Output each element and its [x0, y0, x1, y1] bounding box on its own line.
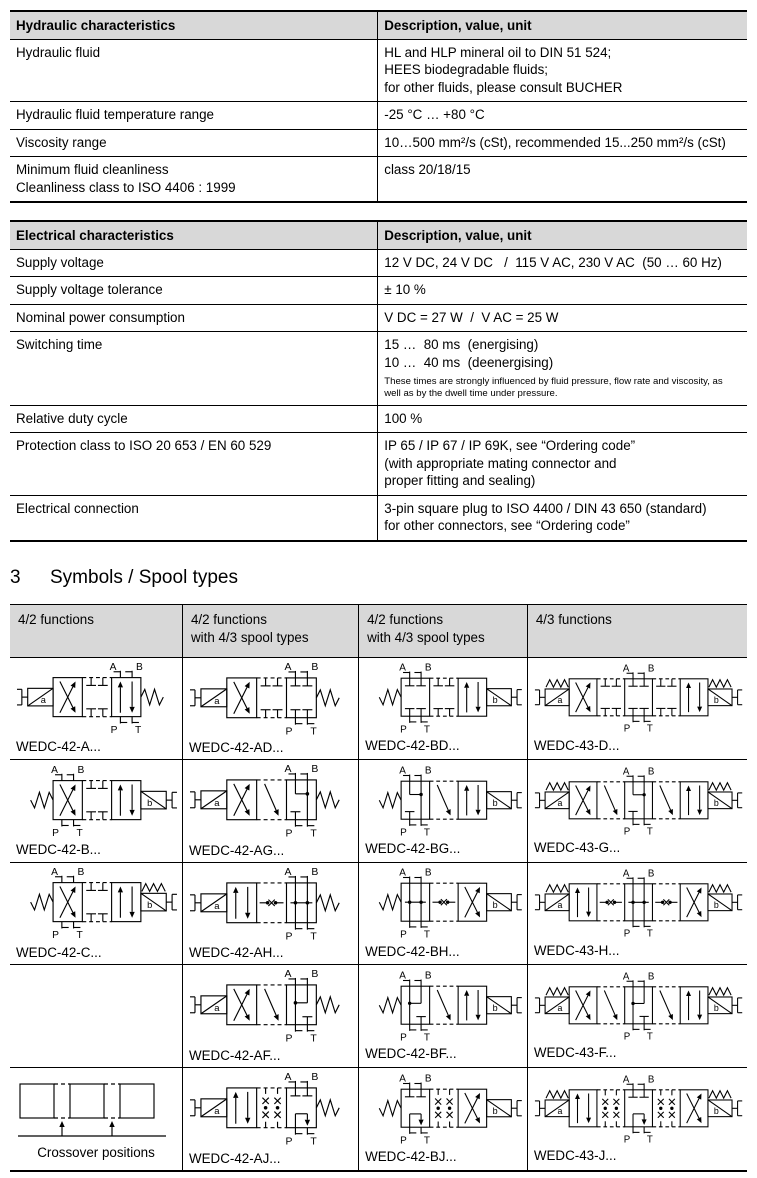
spec-row	[10, 102, 747, 129]
symbol-label: WEDC-42-BJ...	[365, 1148, 457, 1164]
svg-text:B: B	[424, 868, 432, 880]
symbol-label: WEDC-43-F...	[533, 1045, 617, 1061]
svg-text:B: B	[424, 765, 432, 777]
svg-text:P: P	[400, 1032, 407, 1044]
text-line: 10 … 40 ms (deenergising)	[384, 354, 554, 370]
svg-text:P: P	[623, 928, 631, 940]
symbol-label: WEDC-43-G...	[533, 840, 621, 856]
symbol-label: WEDC-42-AG...	[188, 842, 285, 858]
svg-text:B: B	[424, 1073, 432, 1085]
symbol-cell	[527, 1067, 747, 1170]
svg-text:b: b	[713, 900, 719, 911]
spec-value-cell	[378, 157, 747, 202]
symbol-label: WEDC-42-B...	[16, 842, 101, 858]
symbol-cell	[182, 657, 358, 760]
header-cell: Electrical characteristics	[10, 221, 378, 250]
spec-value-cell	[378, 129, 747, 156]
text-line: HL and HLP mineral oil to DIN 51 524;	[384, 45, 612, 60]
spec-name-cell	[10, 249, 378, 276]
symbol-label: WEDC-42-C...	[16, 944, 102, 960]
svg-text:P: P	[623, 1134, 631, 1145]
spec-value-cell	[378, 495, 747, 540]
text-line: Electrical connection	[16, 500, 139, 516]
spec-name-cell	[10, 495, 378, 540]
svg-text:A: A	[622, 1074, 630, 1085]
spec-value-cell	[378, 304, 747, 331]
valve-symbol	[189, 662, 354, 738]
svg-text:a: a	[557, 695, 563, 706]
spec-name-cell	[10, 129, 378, 156]
symbols-header-cell	[359, 604, 528, 657]
spec-name-cell	[10, 406, 378, 433]
crossover-cell	[10, 1067, 182, 1170]
valve-symbol	[365, 766, 523, 838]
section-number: 3	[10, 566, 21, 588]
footnote-text: These times are strongly influenced by fluid pressure, flow rate and viscosity, as well as by the dwell time under pressure.	[384, 376, 723, 400]
symbols-spool-types-section	[10, 604, 747, 1172]
svg-text:T: T	[424, 827, 431, 839]
header-cell: Hydraulic characteristics	[10, 11, 378, 40]
symbol-label: WEDC-42-BG...	[365, 841, 461, 857]
symbol-label: WEDC-43-D...	[533, 737, 620, 753]
hydraulic-characteristics-section	[10, 10, 747, 203]
text-line: for other fluids, please consult BUCHER	[384, 79, 623, 95]
text-line: Supply voltage tolerance	[16, 282, 163, 298]
valve-symbol	[534, 972, 743, 1042]
svg-text:P: P	[285, 1136, 293, 1148]
text-line: Hydraulic fluid	[16, 45, 101, 60]
text-line: with 4/3 spool types	[367, 629, 485, 645]
svg-text:T: T	[135, 725, 142, 737]
spec-row	[10, 332, 747, 406]
svg-text:T: T	[76, 828, 83, 840]
svg-text:B: B	[311, 1071, 319, 1083]
valve-symbol	[534, 1075, 743, 1145]
symbol-cell	[182, 1067, 358, 1170]
spec-row	[10, 433, 747, 495]
symbol-label: WEDC-42-BF...	[365, 1046, 457, 1062]
text-line: V DC = 27 W / V AC = 25 W	[384, 309, 559, 325]
svg-text:A: A	[51, 764, 58, 776]
electrical-characteristics-section	[10, 220, 747, 542]
svg-text:P: P	[623, 826, 631, 838]
symbols-row	[10, 760, 747, 863]
electrical-characteristics-table	[10, 220, 747, 542]
svg-text:P: P	[285, 1033, 293, 1045]
spec-row	[10, 157, 747, 202]
valve-symbol	[189, 764, 354, 840]
svg-text:b: b	[713, 1002, 719, 1013]
text-line: ± 10 %	[384, 282, 426, 298]
symbol-label: WEDC-43-J...	[533, 1147, 617, 1163]
text-line: Protection class to ISO 20 653 / EN 60 529	[16, 438, 272, 454]
valve-symbol	[534, 767, 743, 837]
symbols-row	[10, 862, 747, 965]
spec-row	[10, 277, 747, 304]
valve-symbol	[365, 663, 523, 735]
svg-text:A: A	[622, 971, 630, 983]
text-line: 10…500 mm²/s (cSt), recommended 15...250 mm²/s (cSt)	[384, 134, 726, 150]
svg-text:A: A	[399, 765, 406, 777]
text-line: 4/2 functions	[190, 611, 267, 627]
svg-text:A: A	[622, 766, 630, 778]
valve-symbol	[16, 765, 178, 839]
svg-text:A: A	[284, 866, 292, 878]
svg-text:B: B	[647, 869, 655, 880]
text-line: 4/2 functions	[18, 611, 94, 627]
symbol-label: WEDC-42-BD...	[365, 738, 460, 754]
hydraulic-characteristics-table	[10, 10, 747, 203]
svg-text:B: B	[647, 971, 655, 983]
symbol-label: WEDC-42-AJ...	[188, 1150, 281, 1166]
spec-name-cell	[10, 40, 378, 102]
svg-text:T: T	[310, 1136, 317, 1148]
spec-value-cell	[378, 406, 747, 433]
svg-text:A: A	[284, 1071, 292, 1083]
svg-text:T: T	[310, 931, 317, 943]
symbols-header-cell	[10, 604, 182, 657]
text-line: proper fitting and sealing)	[384, 473, 536, 489]
symbol-cell	[527, 862, 747, 965]
text-line: Hydraulic fluid temperature range	[16, 107, 214, 123]
symbol-label: WEDC-42-BH...	[365, 943, 460, 959]
symbol-cell	[527, 760, 747, 863]
svg-text:b: b	[492, 797, 498, 808]
svg-text:T: T	[646, 1031, 653, 1043]
svg-text:T: T	[310, 828, 317, 840]
valve-symbol	[16, 867, 178, 941]
svg-text:B: B	[311, 764, 319, 776]
symbol-cell	[10, 760, 182, 863]
svg-text:P: P	[400, 724, 407, 736]
svg-text:b: b	[492, 1002, 498, 1013]
symbol-label: WEDC-42-A...	[16, 739, 101, 755]
symbols-header-cell	[182, 604, 358, 657]
crossover-caption: Crossover positions	[37, 1144, 155, 1160]
crossover-positions-diagram	[16, 1078, 176, 1142]
symbol-label: WEDC-42-AH...	[188, 945, 284, 961]
svg-text:A: A	[399, 868, 406, 880]
spec-value-cell	[378, 277, 747, 304]
svg-text:A: A	[284, 661, 292, 673]
svg-text:A: A	[622, 664, 630, 675]
text-line: -25 °C … +80 °C	[384, 107, 485, 123]
svg-text:P: P	[400, 1134, 407, 1146]
svg-text:A: A	[399, 663, 406, 674]
valve-symbol	[365, 1074, 523, 1146]
spec-row	[10, 129, 747, 156]
symbol-cell	[182, 862, 358, 965]
text-line: Nominal power consumption	[16, 309, 185, 325]
svg-text:P: P	[52, 930, 59, 942]
svg-text:b: b	[713, 695, 719, 706]
text-line: (with appropriate mating connector and	[384, 455, 617, 471]
symbol-label: WEDC-43-H...	[533, 942, 620, 958]
text-line: with 4/3 spool types	[190, 629, 309, 645]
valve-symbol	[534, 869, 743, 939]
svg-text:a: a	[214, 900, 220, 912]
text-line: Minimum fluid cleanliness	[16, 162, 169, 178]
svg-text:a: a	[557, 900, 563, 911]
svg-text:a: a	[557, 1105, 563, 1116]
spec-value-cell	[378, 332, 747, 406]
svg-text:B: B	[311, 866, 319, 878]
spec-value-cell	[378, 102, 747, 129]
spec-name-cell	[10, 277, 378, 304]
svg-text:B: B	[647, 664, 655, 675]
svg-text:b: b	[147, 797, 153, 808]
section-title: Symbols / Spool types	[50, 566, 238, 588]
spec-row	[10, 304, 747, 331]
valve-symbol	[534, 664, 743, 734]
svg-text:A: A	[284, 969, 292, 981]
text-line: 3-pin square plug to ISO 4400 / DIN 43 650 (standard)	[384, 500, 707, 516]
spec-name-cell	[10, 157, 378, 202]
valve-symbol	[365, 868, 523, 940]
svg-text:A: A	[284, 764, 292, 776]
svg-text:T: T	[310, 726, 317, 738]
spec-name-cell	[10, 102, 378, 129]
svg-text:a: a	[557, 797, 563, 808]
valve-symbol	[189, 1072, 354, 1148]
svg-text:B: B	[77, 867, 85, 879]
symbol-cell	[359, 1067, 528, 1170]
text-line: 12 V DC, 24 V DC / 115 V AC, 230 V AC (50 … 60 Hz)	[384, 254, 722, 270]
spec-value-cell	[378, 433, 747, 495]
spec-name-cell	[10, 304, 378, 331]
symbol-cell	[359, 657, 528, 760]
svg-text:b: b	[147, 900, 153, 911]
valve-symbol	[365, 971, 523, 1043]
svg-text:A: A	[399, 971, 406, 982]
header-cell: Description, value, unit	[378, 221, 747, 250]
symbol-cell	[10, 862, 182, 965]
text-line: class 20/18/15	[384, 162, 471, 178]
svg-text:P: P	[400, 827, 407, 839]
text-line: for other connectors, see “Ordering code”	[384, 518, 630, 534]
svg-text:T: T	[76, 930, 83, 942]
text-line: 100 %	[384, 411, 423, 427]
svg-text:B: B	[311, 661, 319, 673]
svg-text:B: B	[647, 766, 655, 778]
text-line: Relative duty cycle	[16, 411, 128, 427]
valve-symbol	[16, 662, 178, 736]
svg-text:a: a	[214, 797, 220, 809]
svg-text:A: A	[51, 867, 58, 879]
spec-name-cell	[10, 332, 378, 406]
symbol-cell	[527, 965, 747, 1068]
spec-row	[10, 495, 747, 540]
svg-text:a: a	[214, 1003, 220, 1015]
svg-text:B: B	[647, 1074, 655, 1085]
text-line: 15 … 80 ms (energising)	[384, 337, 539, 353]
symbols-table	[10, 604, 747, 1172]
svg-text:b: b	[492, 1105, 498, 1116]
svg-text:T: T	[646, 928, 653, 940]
text-line: Viscosity range	[16, 134, 107, 150]
text-line: HEES biodegradable fluids;	[384, 62, 549, 78]
svg-text:b: b	[713, 797, 719, 808]
spec-name-cell	[10, 433, 378, 495]
svg-text:T: T	[424, 1032, 431, 1044]
symbol-cell	[359, 760, 528, 863]
valve-symbol	[189, 969, 354, 1045]
symbols-row	[10, 965, 747, 1068]
symbols-row	[10, 657, 747, 760]
spec-row	[10, 249, 747, 276]
svg-text:T: T	[424, 1134, 431, 1146]
svg-text:B: B	[135, 662, 143, 674]
svg-text:b: b	[492, 900, 498, 911]
svg-text:B: B	[77, 764, 85, 776]
section-heading	[10, 567, 747, 589]
svg-text:b: b	[713, 1105, 719, 1116]
symbol-cell	[359, 862, 528, 965]
svg-text:b: b	[492, 695, 498, 706]
text-line: 4/2 functions	[367, 611, 444, 627]
svg-text:a: a	[557, 1002, 563, 1013]
symbol-cell	[359, 965, 528, 1068]
spec-row	[10, 40, 747, 102]
svg-text:A: A	[399, 1073, 406, 1085]
symbol-label: WEDC-42-AF...	[188, 1047, 281, 1063]
svg-text:P: P	[285, 931, 293, 943]
svg-text:a: a	[214, 1105, 220, 1117]
svg-text:A: A	[622, 869, 630, 880]
svg-text:P: P	[285, 828, 293, 840]
spec-row	[10, 406, 747, 433]
text-line: Switching time	[16, 337, 103, 353]
text-line: Supply voltage	[16, 254, 104, 270]
svg-text:B: B	[424, 663, 432, 674]
symbol-cell	[182, 965, 358, 1068]
symbols-header-row	[10, 604, 747, 657]
svg-text:T: T	[424, 724, 431, 736]
spec-value-cell	[378, 249, 747, 276]
svg-text:T: T	[310, 1033, 317, 1045]
text-line: Cleanliness class to ISO 4406 : 1999	[16, 179, 236, 195]
svg-text:T: T	[646, 1134, 653, 1145]
text-line: IP 65 / IP 67 / IP 69K, see “Ordering code”	[384, 438, 636, 454]
symbol-cell	[10, 657, 182, 760]
header-row	[10, 221, 747, 250]
svg-text:P: P	[400, 929, 407, 941]
symbol-cell	[527, 657, 747, 760]
header-cell: Description, value, unit	[378, 11, 747, 40]
svg-text:A: A	[109, 662, 117, 674]
svg-text:B: B	[311, 969, 319, 981]
valve-symbol	[189, 867, 354, 943]
svg-text:P: P	[623, 1031, 631, 1043]
header-row	[10, 11, 747, 40]
svg-text:P: P	[285, 726, 293, 738]
text-line: 4/3 functions	[535, 611, 612, 627]
svg-text:T: T	[646, 723, 653, 735]
svg-text:a: a	[214, 695, 220, 707]
empty-cell	[10, 965, 182, 1068]
symbol-cell	[182, 760, 358, 863]
svg-text:a: a	[40, 695, 46, 706]
svg-text:P: P	[623, 723, 631, 735]
svg-text:P: P	[52, 828, 59, 840]
svg-text:B: B	[424, 971, 432, 982]
symbol-label: WEDC-42-AD...	[188, 740, 284, 756]
symbols-header-cell	[527, 604, 747, 657]
svg-text:T: T	[646, 826, 653, 838]
symbols-row	[10, 1067, 747, 1170]
svg-text:T: T	[424, 929, 431, 941]
svg-text:P: P	[110, 725, 118, 737]
spec-value-cell	[378, 40, 747, 102]
